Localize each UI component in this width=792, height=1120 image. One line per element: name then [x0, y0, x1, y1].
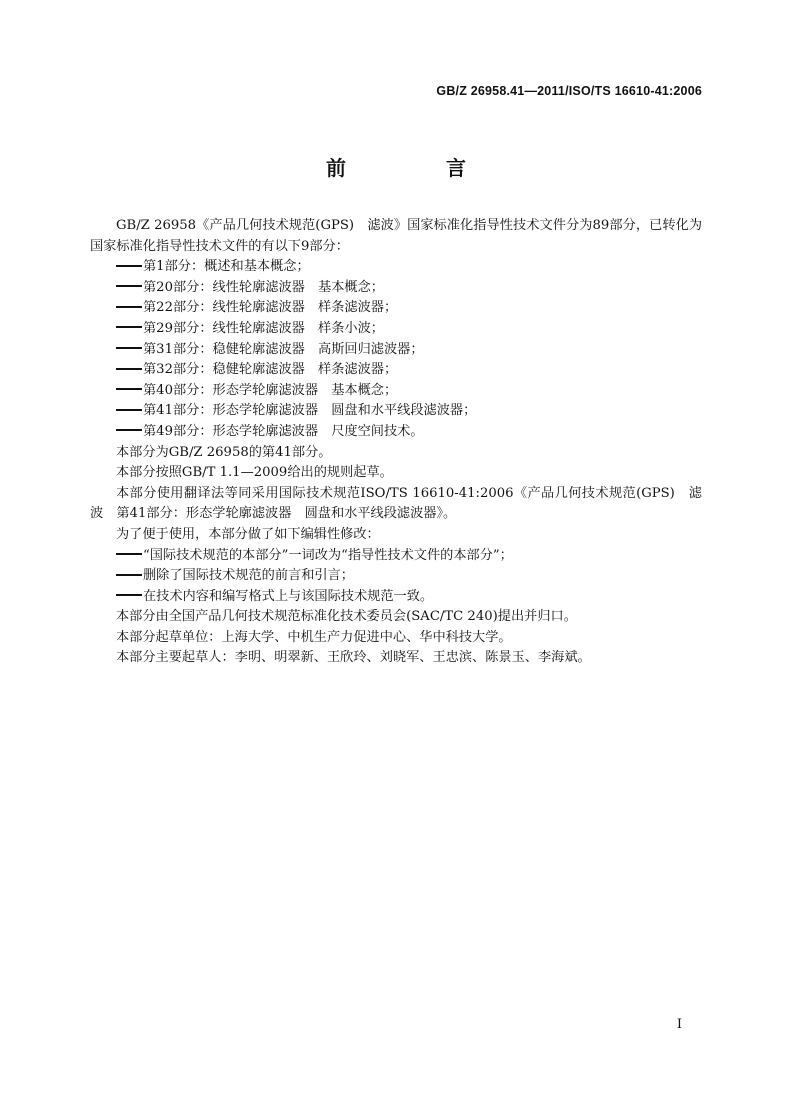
list-item: 第41部分：形态学轮廓滤波器 圆盘和水平线段滤波器； [90, 401, 702, 422]
page-number: I [676, 1017, 682, 1032]
list-item: 第20部分：线性轮廓滤波器 基本概念； [90, 278, 702, 299]
list-item: 第49部分：形态学轮廓滤波器 尺度空间技术。 [90, 422, 702, 443]
dash-mark [116, 388, 142, 390]
proposed-by-paragraph: 本部分由全国产品几何技术规范标准化技术委员会(SAC/TC 240)提出并归口。 [116, 609, 577, 625]
dash-mark [116, 326, 142, 328]
drafters-paragraph: 本部分主要起草人：李明、明翠新、王欣玲、刘晓军、王忠滨、陈景玉、李海斌。 [116, 650, 591, 666]
part-of-paragraph: 本部分为GB/Z 26958的第41部分。 [116, 444, 332, 460]
list-item: 第32部分：稳健轮廓滤波器 样条滤波器； [90, 360, 702, 381]
edits-intro-paragraph: 为了便于使用，本部分做了如下编辑性修改： [116, 526, 380, 542]
list-item: 第31部分：稳健轮廓滤波器 高斯回归滤波器； [90, 340, 702, 361]
list-item: 第1部分：概述和基本概念； [90, 257, 702, 278]
dash-mark [116, 553, 142, 555]
list-item: 删除了国际技术规范的前言和引言； [90, 566, 702, 587]
dash-mark [116, 265, 142, 267]
dash-mark [116, 285, 142, 287]
list-item: “国际技术规范的本部分”一词改为“指导性技术文件的本部分”； [90, 546, 702, 567]
dash-mark [116, 429, 142, 431]
standard-code: GB/Z 26958.41—2011/ISO/TS 16610-41:2006 [436, 84, 702, 98]
list-item: 第40部分：形态学轮廓滤波器 基本概念； [90, 381, 702, 402]
list-item: 第29部分：线性轮廓滤波器 样条小波； [90, 319, 702, 340]
list-item: 在技术内容和编写格式上与该国际技术规范一致。 [90, 587, 702, 608]
list-item: 第22部分：线性轮廓滤波器 样条滤波器； [90, 298, 702, 319]
dash-mark [116, 347, 142, 349]
dash-mark [116, 306, 142, 308]
drafting-rules-paragraph: 本部分按照GB/T 1.1—2009给出的规则起草。 [116, 465, 393, 481]
page-title: 前 言 [326, 156, 506, 180]
drafting-units-paragraph: 本部分起草单位：上海大学、中机生产力促进中心、华中科技大学。 [116, 629, 512, 645]
dash-mark [116, 594, 142, 596]
translation-paragraph: 本部分使用翻译法等同采用国际技术规范ISO/TS 16610-41:2006《产品几何技术规范(GPS) 滤波 第41部分：形态学轮廓滤波器 圆盘和水平线段滤波器》。 [90, 485, 702, 522]
dash-mark [116, 574, 142, 576]
dash-mark [116, 409, 142, 411]
dash-mark [116, 368, 142, 370]
foreword-body [90, 216, 702, 669]
intro-paragraph: GB/Z 26958《产品几何技术规范(GPS) 滤波》国家标准化指导性技术文件分为89部分，已转化为国家标准化指导性技术文件的有以下9部分： [90, 218, 702, 254]
